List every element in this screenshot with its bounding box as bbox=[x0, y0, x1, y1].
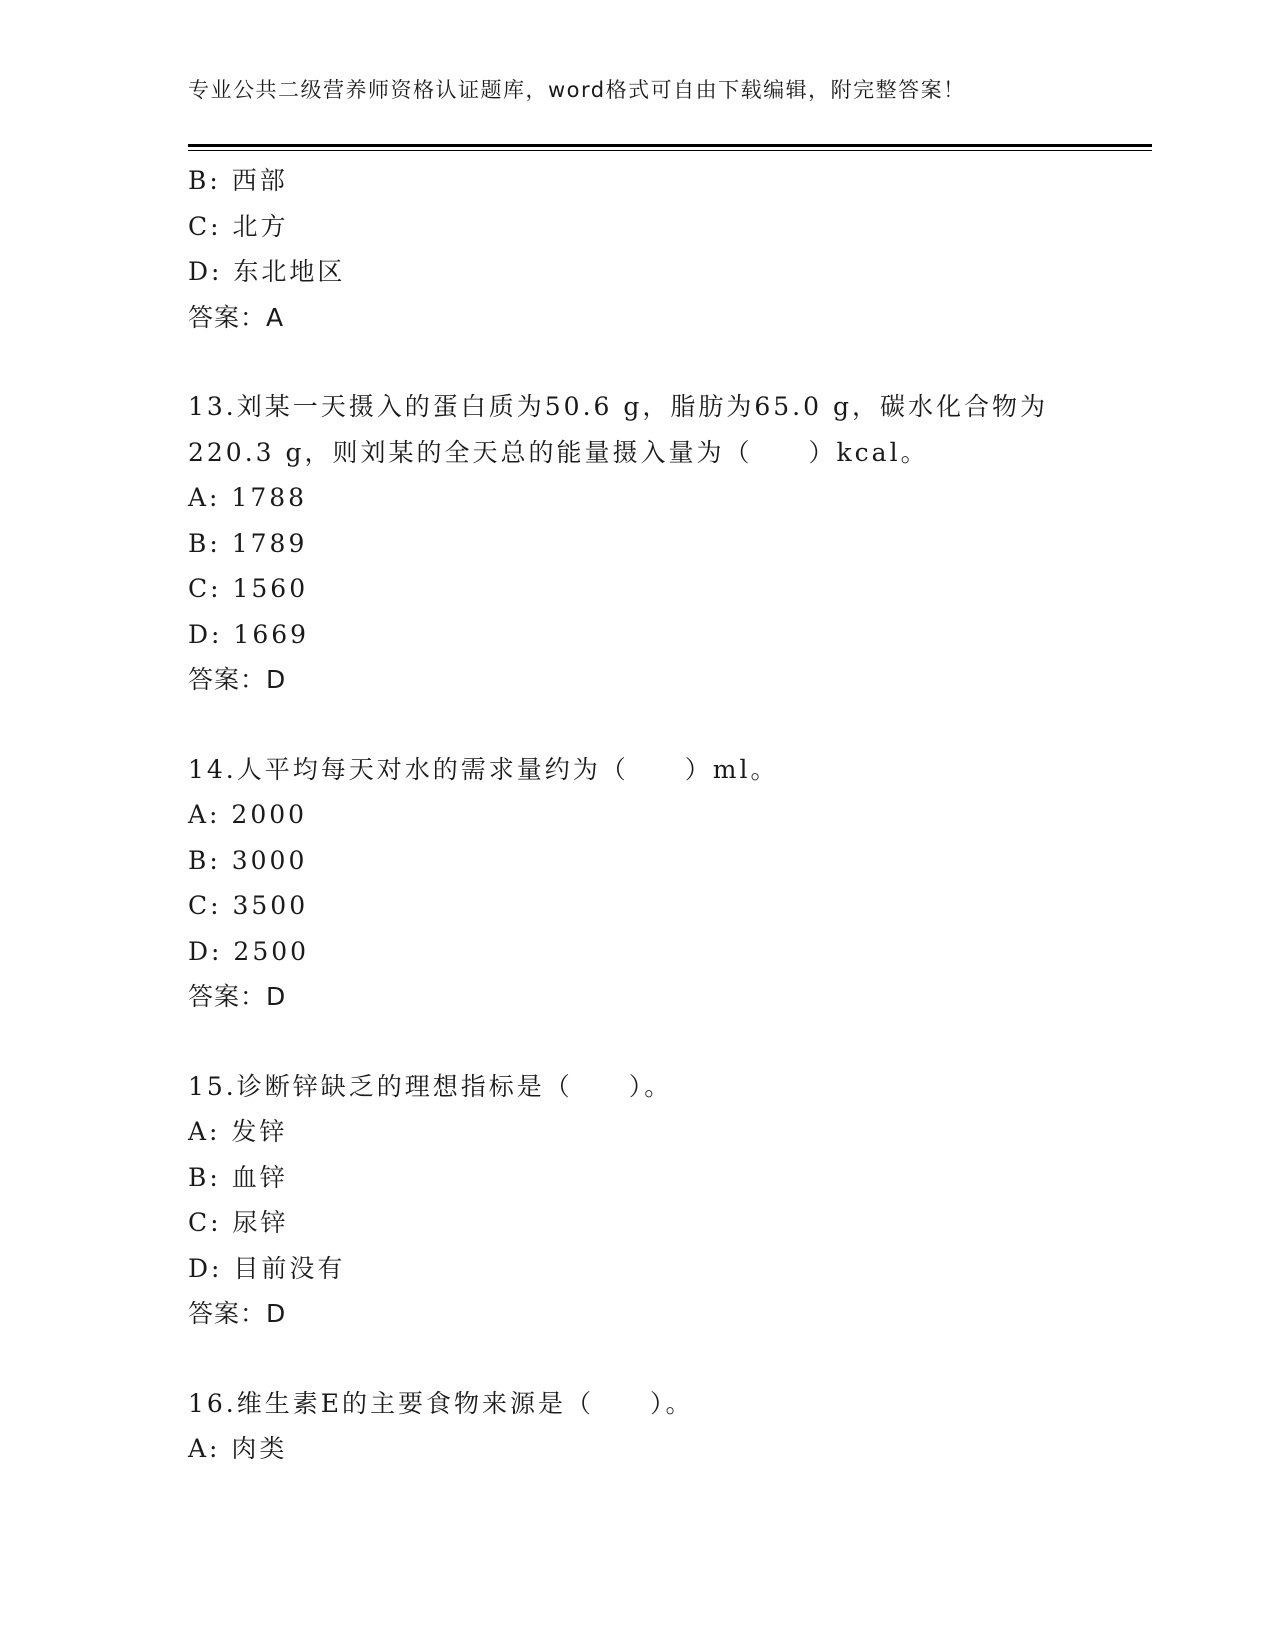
option-a: A: 肉类 bbox=[188, 1434, 288, 1463]
option-a: A: 1788 bbox=[188, 483, 308, 512]
document-body bbox=[188, 158, 1152, 1472]
option-d: D: 目前没有 bbox=[188, 1253, 346, 1283]
option-a: A: 2000 bbox=[188, 800, 308, 829]
header-rule-thick bbox=[188, 144, 1152, 147]
option-b: B: 1789 bbox=[188, 528, 308, 558]
answer: 答案：D bbox=[188, 665, 287, 694]
question-12-continued bbox=[188, 158, 1152, 340]
question-stem: 14.人平均每天对水的需求量约为（ ）ml。 bbox=[188, 754, 779, 784]
question-16 bbox=[188, 1381, 1152, 1472]
option-d: D: 2500 bbox=[188, 936, 310, 966]
page-header: 专业公共二级营养师资格认证题库，word格式可自由下载编辑，附完整答案！ bbox=[188, 78, 966, 102]
question-14 bbox=[188, 747, 1152, 1020]
question-stem: 16.维生素E的主要食物来源是（ ）。 bbox=[188, 1388, 694, 1418]
question-stem: 220.3 g，则刘某的全天总的能量摄入量为（ ）kcal。 bbox=[188, 437, 929, 467]
question-stem: 15.诊断锌缺乏的理想指标是（ ）。 bbox=[188, 1071, 673, 1101]
option-d: D: 1669 bbox=[188, 619, 310, 649]
answer: 答案：D bbox=[188, 1299, 287, 1328]
option-c: C: 尿锌 bbox=[188, 1208, 289, 1237]
answer: 答案：D bbox=[188, 982, 287, 1011]
question-stem: 13.刘某一天摄入的蛋白质为50.6 g，脂肪为65.0 g，碳水化合物为 bbox=[188, 392, 1048, 421]
option-b: B: 血锌 bbox=[188, 1162, 288, 1192]
option-b: B: 3000 bbox=[188, 845, 308, 875]
option-c: C: 3500 bbox=[188, 891, 309, 920]
option-b: B: 西部 bbox=[188, 166, 288, 195]
question-13 bbox=[188, 384, 1152, 703]
option-d: D: 东北地区 bbox=[188, 257, 346, 286]
answer: 答案：A bbox=[188, 302, 285, 332]
option-c: C: 1560 bbox=[188, 574, 309, 603]
question-15 bbox=[188, 1064, 1152, 1337]
option-a: A: 发锌 bbox=[188, 1117, 288, 1146]
option-c: C: 北方 bbox=[188, 211, 289, 241]
header-rule-thin bbox=[188, 150, 1152, 151]
